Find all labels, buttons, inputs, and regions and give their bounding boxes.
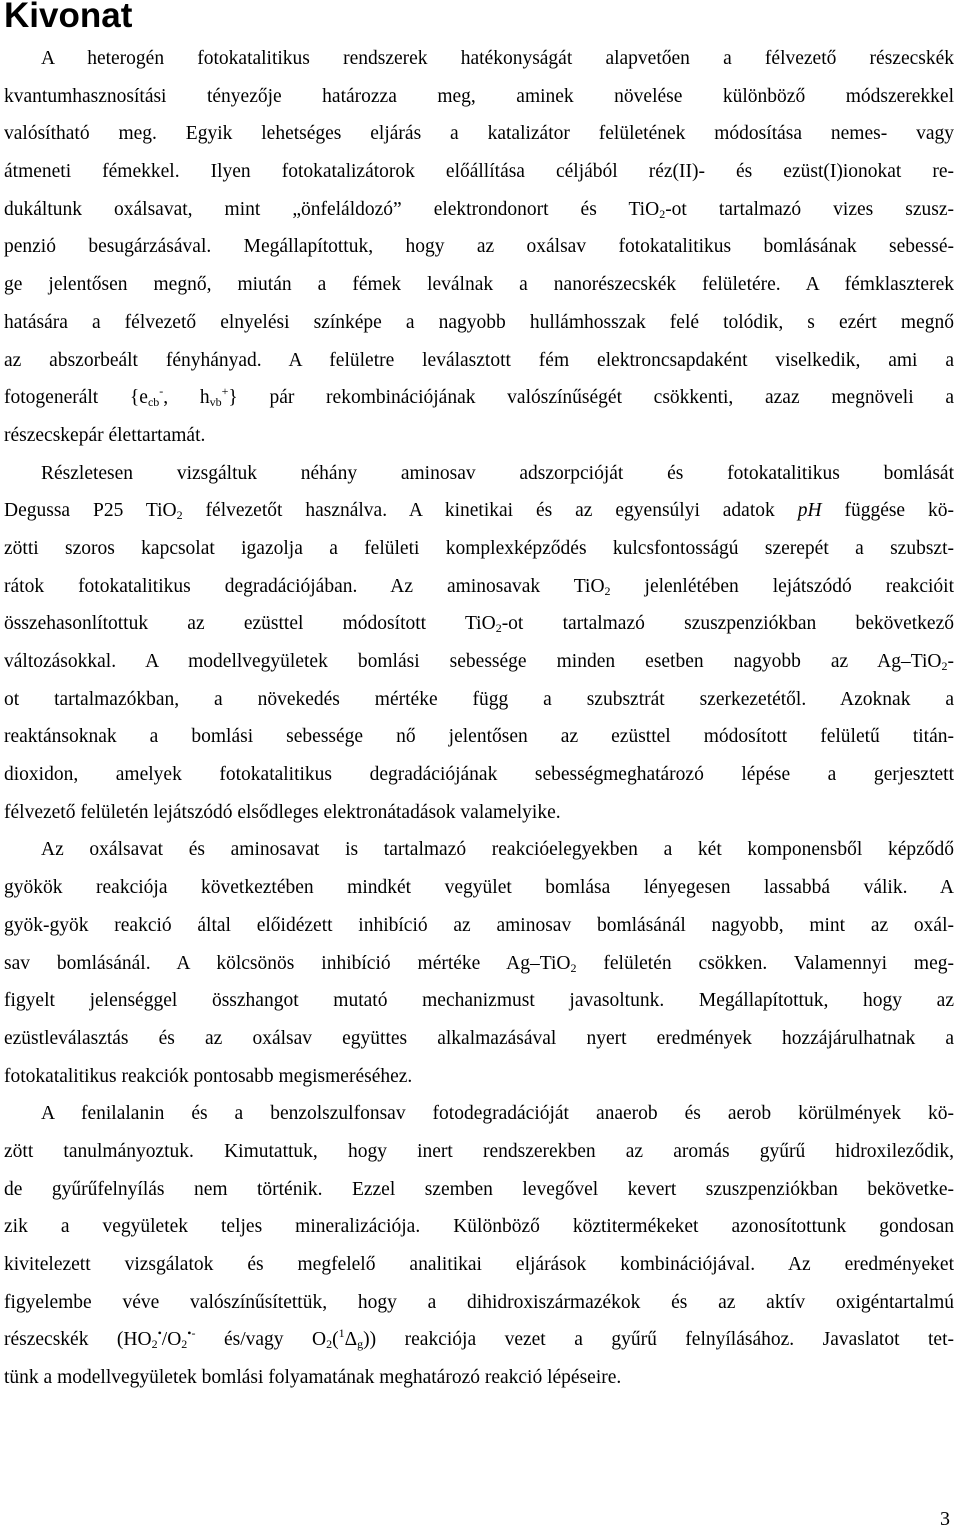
superscript: -: [159, 384, 164, 399]
text-segment: zik a vegyületek teljes mineralizációja. Különböző köztitermékeket azonosítottunk gondosan: [4, 1216, 954, 1238]
text-segment: )) reakciója vezet a gyűrű felnyílásához. Javaslatot tet-: [363, 1329, 954, 1351]
text-line: [4, 794, 954, 832]
text-segment: Részletesen vizsgáltuk néhány aminosav adszorpcióját és fotokatalitikus bomlását: [41, 462, 954, 484]
text-segment: } pár rekombinációjának valószínűségét csökkenti, azaz megnöveli a: [228, 387, 954, 409]
text-line: [4, 1133, 954, 1171]
text-line: [4, 379, 954, 417]
text-line: [4, 982, 954, 1020]
italic-text: pH: [797, 500, 822, 522]
text-line: [4, 530, 954, 568]
text-line: [4, 718, 954, 756]
text-segment: sav bomlásánál. A kölcsönös inhibíció mértéke Ag–TiO: [4, 952, 571, 974]
text-segment: tünk a modellvegyületek bomlási folyamatának meghatározó reakció lépéseire.: [4, 1367, 622, 1389]
text-line: [4, 1020, 954, 1058]
subscript: 2: [659, 206, 666, 221]
text-segment: részecskepár élettartamát.: [4, 424, 206, 446]
text-line: [4, 228, 954, 266]
text-segment: figyelt jelenséggel összhangot mutató mechanizmust javasoltunk. Megállapítottuk, hogy az: [4, 990, 954, 1012]
text-line: [4, 568, 954, 606]
text-line: [4, 266, 954, 304]
text-line: [4, 1321, 954, 1359]
text-segment: az abszorbeált fényhányad. A felületre leválasztott fém elektroncsapdaként viselkedik, ami a: [4, 349, 954, 371]
text-line: [4, 455, 954, 493]
superscript: 1: [338, 1326, 345, 1341]
text-segment: /O: [161, 1329, 182, 1351]
text-segment: kvantumhasznosítási tényezője határozza meg, aminek növelése különböző módszerekkel: [4, 85, 954, 107]
subscript: 2: [181, 1337, 188, 1352]
text-segment: zötti szoros kapcsolat igazolja a felületi komplexképződés kulcsfontosságú szerepét a szubszt-: [4, 537, 954, 559]
text-line: [4, 492, 954, 530]
text-segment: dukáltunk oxálsavat, mint „önfeláldozó” elektrondonort és TiO: [4, 198, 660, 220]
text-segment: , h: [163, 387, 210, 409]
text-line: [4, 191, 954, 229]
text-line: [4, 681, 954, 719]
paragraph: [4, 1095, 954, 1397]
subscript: 2: [941, 659, 948, 673]
superscript: •-: [187, 1326, 196, 1341]
text-line: [4, 153, 954, 191]
text-line: [4, 907, 954, 945]
text-line: [4, 1208, 954, 1246]
subscript: 2: [495, 621, 502, 636]
text-segment: függése kö-: [821, 500, 955, 522]
superscript: •: [157, 1326, 162, 1341]
text-segment: Degussa P25 TiO: [4, 500, 177, 522]
text-segment: zött tanulmányoztuk. Kimutattuk, hogy inert rendszerekben az aromás gyűrű hidroxileződik,: [4, 1140, 954, 1162]
text-segment: jelenlétében lejátszódó reakcióit: [610, 575, 954, 597]
abstract-body: [4, 40, 954, 1397]
abstract-heading: Kivonat: [4, 0, 133, 35]
text-segment: Az oxálsavat és aminosavat is tartalmazó reakcióelegyekben a két komponensből képződő: [41, 839, 954, 861]
text-line: [4, 1095, 954, 1133]
text-segment: fotogenerált {e: [4, 387, 148, 409]
text-line: [4, 1171, 954, 1209]
text-line: [4, 304, 954, 342]
text-segment: gyök-gyök reakció által előidézett inhibíció az aminosav bomlásánál nagyobb, mint az oxál-: [4, 914, 954, 936]
paragraph: [4, 455, 954, 832]
text-segment: átmeneti fémekkel. Ilyen fotokatalizátorok előállítása céljából réz(II)- és ezüst(I)ionokat re-: [4, 161, 954, 183]
text-segment: A heterogén fotokatalitikus rendszerek hatékonyságát alapvetően a félvezető részecskék: [41, 48, 954, 69]
text-line: [4, 605, 954, 643]
text-line: [4, 1058, 954, 1096]
subscript: g: [357, 1337, 364, 1352]
text-segment: kivitelezett vizsgálatok és megfelelő analitikai eljárások kombinációjával. Az eredményeket: [4, 1254, 954, 1275]
text-segment: -: [947, 651, 954, 672]
text-segment: ge jelentősen megnő, miután a fémek leválnak a nanorészecskék felületére. A fémklaszterek: [4, 274, 954, 296]
subscript: cb: [147, 395, 160, 410]
text-segment: ot tartalmazókban, a növekedés mértéke függ a szubsztrát szerkezetétől. Azoknak a: [4, 688, 954, 710]
subscript: 2: [176, 508, 183, 523]
text-line: [4, 78, 954, 116]
text-line: [4, 1246, 954, 1284]
text-segment: ezüstleválasztás és az oxálsav együttes alkalmazásával nyert eredmények hozzájárulhatnak a: [4, 1027, 954, 1049]
subscript: vb: [209, 395, 222, 410]
text-segment: rátok fotokatalitikus degradációjában. Az aminosavak TiO: [4, 575, 605, 597]
text-segment: fotokatalitikus reakciók pontosabb megismeréséhez.: [4, 1065, 413, 1087]
text-segment: -ot tartalmazó vizes szusz-: [665, 198, 955, 220]
subscript: 2: [326, 1337, 333, 1352]
text-segment: gyökök reakciója következtében mindkét vegyület bomlása lényegesen lassabbá válik. A: [4, 877, 954, 899]
subscript: 2: [151, 1337, 158, 1352]
text-line: [4, 115, 954, 153]
text-line: [4, 945, 954, 983]
text-segment: dioxidon, amelyek fotokatalitikus degradációjának sebességmeghatározó lépése a gerjesztett: [4, 764, 954, 786]
text-segment: -ot tartalmazó szuszpenziókban bekövetkező: [501, 613, 954, 635]
text-segment: A fenilalanin és a benzolszulfonsav fotodegradációját anaerob és aerob körülmények kö-: [41, 1103, 954, 1125]
text-segment: és/vagy O: [195, 1329, 327, 1351]
text-line: [4, 756, 954, 794]
text-segment: összehasonlítottuk az ezüsttel módosított TiO: [4, 613, 496, 635]
text-segment: részecskék (HO: [4, 1329, 152, 1351]
subscript: 2: [604, 583, 611, 598]
text-segment: de gyűrűfelnyílás nem történik. Ezzel szemben levegővel kevert szuszpenziókban bekövetke-: [4, 1178, 954, 1200]
text-line: [4, 40, 954, 78]
text-line: [4, 1284, 954, 1322]
text-line: [4, 831, 954, 869]
text-segment: Δ: [344, 1329, 358, 1351]
paragraph: [4, 831, 954, 1095]
superscript: +: [221, 384, 229, 399]
text-segment: penzió besugárzásával. Megállapítottuk, hogy az oxálsav fotokatalitikus bomlásának sebessé-: [4, 236, 954, 258]
text-line: [4, 643, 954, 681]
subscript: 2: [570, 960, 577, 975]
text-segment: valósítható meg. Egyik lehetséges eljárás a katalizátor felületének módosítása nemes- vagy: [4, 123, 954, 145]
text-segment: reaktánsoknak a bomlási sebessége nő jelentősen az ezüsttel módosított felületű titán-: [4, 726, 954, 748]
text-segment: félvezető felületén lejátszódó elsődleges elektronátadások valamelyike.: [4, 801, 561, 823]
text-segment: felületén csökken. Valamennyi meg-: [576, 952, 954, 974]
text-segment: változásokkal. A modellvegyületek bomlási sebessége minden esetben nagyobb az Ag–TiO: [4, 651, 942, 672]
text-line: [4, 342, 954, 380]
page-number: 3: [940, 1508, 950, 1530]
text-line: [4, 869, 954, 907]
text-line: [4, 417, 954, 455]
text-line: [4, 1359, 954, 1397]
text-segment: figyelembe véve valószínűsítettük, hogy a dihidroxiszármazékok és az aktív oxigéntartalmú: [4, 1291, 954, 1313]
text-segment: félvezetőt használva. A kinetikai és az egyensúlyi adatok: [182, 500, 798, 522]
paragraph: [4, 40, 954, 455]
text-segment: (: [332, 1329, 339, 1351]
text-segment: hatására a félvezető elnyelési színképe a nagyobb hullámhosszak felé tolódik, s ezért megnő: [4, 311, 954, 333]
